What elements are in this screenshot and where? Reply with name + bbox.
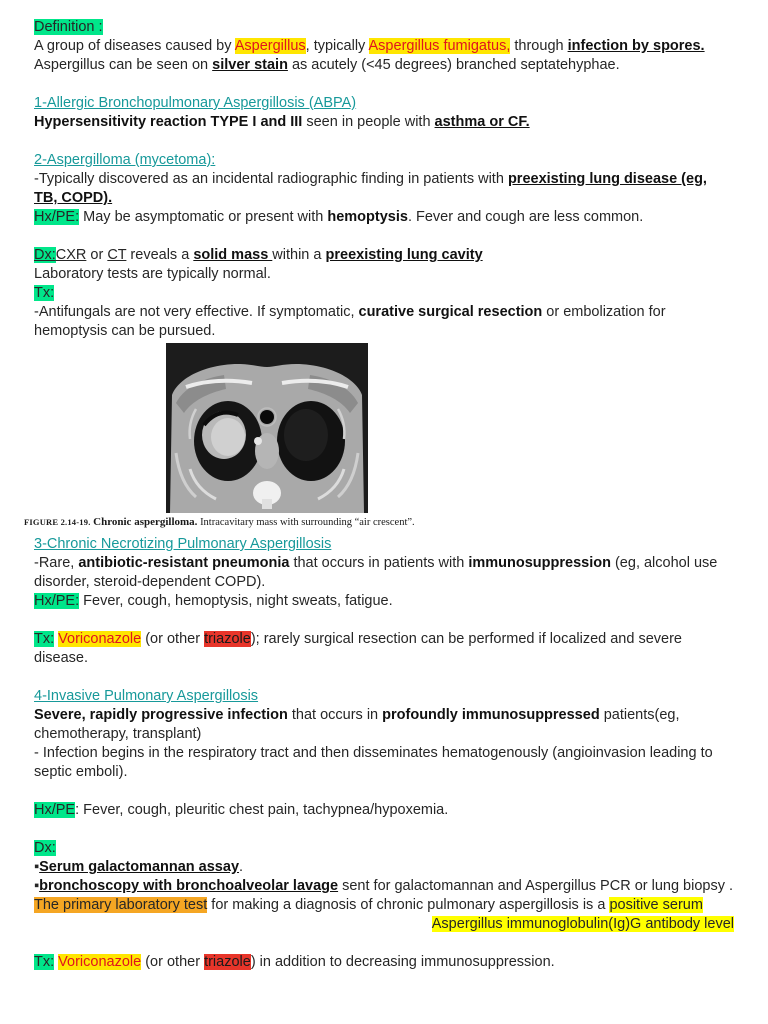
cnpa-tx	[34, 630, 734, 668]
text: -Antifungals are not very effective. If symptomatic,	[34, 304, 359, 320]
text: : Fever, cough, pleuritic chest pain, tachypnea/hypoxemia.	[75, 802, 449, 818]
aspergilloma-tx-row	[34, 284, 734, 303]
ipa-title: 4-Invasive Pulmonary Aspergillosis	[34, 688, 259, 704]
text: hemoptysis	[327, 209, 408, 225]
text: .	[239, 859, 244, 875]
text: immunosuppression	[468, 555, 611, 571]
positive-serum-highlight: positive serum	[609, 897, 703, 913]
tx-label: Tx:	[34, 954, 55, 970]
text: . Fever and cough are less common.	[407, 209, 644, 225]
text: ); rarely surgical resection can be performed if localized and severe disease.	[34, 631, 682, 666]
aspergilloma-tx-line	[34, 303, 734, 341]
definition-row	[34, 18, 734, 37]
text: solid mass	[193, 247, 273, 263]
aspergilloma-dx	[34, 246, 734, 265]
aspergillus-fumigatus-highlight: Aspergillus fumigatus,	[368, 38, 511, 54]
hxpe-label: Hx/PE:	[34, 593, 80, 609]
abpa-line	[34, 113, 734, 132]
text: -Typically discovered as an incidental radiographic finding in patients with	[34, 171, 508, 187]
text: for making a diagnosis of chronic pulmonary aspergillosis is a	[207, 897, 610, 913]
voriconazole-highlight: Voriconazole	[58, 954, 142, 970]
ipa-dx-row	[34, 839, 734, 858]
asthma-cf: asthma or CF.	[434, 114, 530, 130]
ipa-tx	[34, 953, 734, 972]
text: antibiotic-resistant pneumonia	[78, 555, 290, 571]
ipa-primary-1	[34, 896, 734, 915]
primary-test-highlight: The primary laboratory test	[34, 897, 208, 913]
dx-label: Dx:	[34, 247, 56, 263]
hxpe-label: Hx/PE:	[34, 209, 80, 225]
bullet-icon: ▪	[34, 859, 40, 875]
ipa-line-2: - Infection begins in the respiratory tract and then disseminates hematogenously (angioinvasion leading to septic emboli).	[34, 745, 713, 780]
ct-scan-image	[166, 343, 368, 513]
text: bronchoscopy with bronchoalveolar lavage	[39, 878, 339, 894]
ipa-dx-2	[34, 877, 734, 896]
ipa-primary-2	[34, 915, 734, 934]
definition-label: Definition :	[34, 19, 103, 35]
figure	[24, 343, 734, 535]
aspergilloma-lab: Laboratory tests are typically normal.	[34, 266, 271, 282]
text: through	[510, 38, 568, 54]
voriconazole-highlight: Voriconazole	[58, 631, 142, 647]
text: or embolization for hemoptysis can be pursued.	[34, 304, 666, 339]
text: (eg, alcohol use disorder, steroid-dependent COPD).	[34, 555, 718, 590]
aspergilloma-hxpe	[34, 208, 734, 227]
text: Aspergillus can be seen on	[34, 57, 213, 73]
hxpe-label: Hx/PE	[34, 802, 76, 818]
silver-stain: silver stain	[212, 57, 288, 73]
ct-scan-graphic	[166, 343, 368, 513]
text: reveals a	[126, 247, 194, 263]
figure-caption	[24, 513, 415, 532]
text: or	[86, 247, 108, 263]
bullet-icon: ▪	[34, 878, 40, 894]
text: that occurs in patients with	[289, 555, 469, 571]
text: Severe, rapidly progressive infection	[34, 707, 288, 723]
aspergillus-highlight: Aspergillus	[234, 38, 306, 54]
text: ) in addition to decreasing immunosuppression.	[250, 954, 555, 970]
igg-antibody-highlight: Aspergillus immunoglobulin(Ig)G antibody level	[431, 916, 734, 932]
text: CXR	[55, 247, 87, 263]
ipa-line-1	[34, 706, 734, 744]
text: May be asymptomatic or present with	[79, 209, 328, 225]
text: (or other	[141, 631, 205, 647]
text: CT	[107, 247, 127, 263]
aspergilloma-line-1	[34, 170, 734, 208]
text: profoundly immunosuppressed	[382, 707, 600, 723]
caption-text: Intracavitary mass with surrounding “air crescent”.	[197, 517, 415, 528]
text: Serum galactomannan assay	[39, 859, 240, 875]
text: curative surgical resection	[358, 304, 543, 320]
text: within a	[272, 247, 326, 263]
text: that occurs in	[287, 707, 383, 723]
text: sent for galactomannan and Aspergillus PCR or lung biopsy .	[338, 878, 734, 894]
caption-bold: Chronic aspergilloma.	[93, 516, 198, 528]
text: seen in people with	[302, 114, 435, 130]
cnpa-line-1	[34, 554, 734, 592]
text: Hypersensitivity reaction TYPE I and III	[34, 114, 303, 130]
text: Fever, cough, hemoptysis, night sweats, fatigue.	[79, 593, 393, 609]
dx-label: Dx:	[34, 840, 56, 856]
text: preexisting lung cavity	[325, 247, 483, 263]
text: as acutely (<45 degrees) branched septatehyphae.	[287, 57, 620, 73]
tx-label: Tx:	[34, 285, 55, 301]
text: patients(eg, chemotherapy, transplant)	[34, 707, 680, 742]
triazole-highlight: triazole	[204, 631, 251, 647]
cnpa-hxpe	[34, 592, 734, 611]
text: (or other	[141, 954, 205, 970]
text: -Rare,	[34, 555, 79, 571]
caption-label: FIGURE 2.14-19.	[24, 517, 91, 527]
ipa-dx-1	[34, 858, 734, 877]
aspergilloma-title: 2-Aspergilloma (mycetoma):	[34, 152, 216, 168]
text: , typically	[305, 38, 369, 54]
preexisting-disease: preexisting lung disease (eg, TB, COPD).	[34, 171, 707, 206]
triazole-highlight: triazole	[204, 954, 251, 970]
definition-line-2	[34, 56, 734, 75]
definition-line-1	[34, 37, 734, 56]
document	[24, 18, 734, 972]
cnpa-title: 3-Chronic Necrotizing Pulmonary Aspergillosis	[34, 536, 332, 552]
tx-label: Tx:	[34, 631, 55, 647]
infection-by-spores: infection by spores.	[567, 38, 705, 54]
abpa-title: 1-Allergic Bronchopulmonary Aspergillosis (ABPA)	[34, 95, 357, 111]
text: A group of diseases caused by	[34, 38, 235, 54]
ipa-hxpe	[34, 801, 734, 820]
